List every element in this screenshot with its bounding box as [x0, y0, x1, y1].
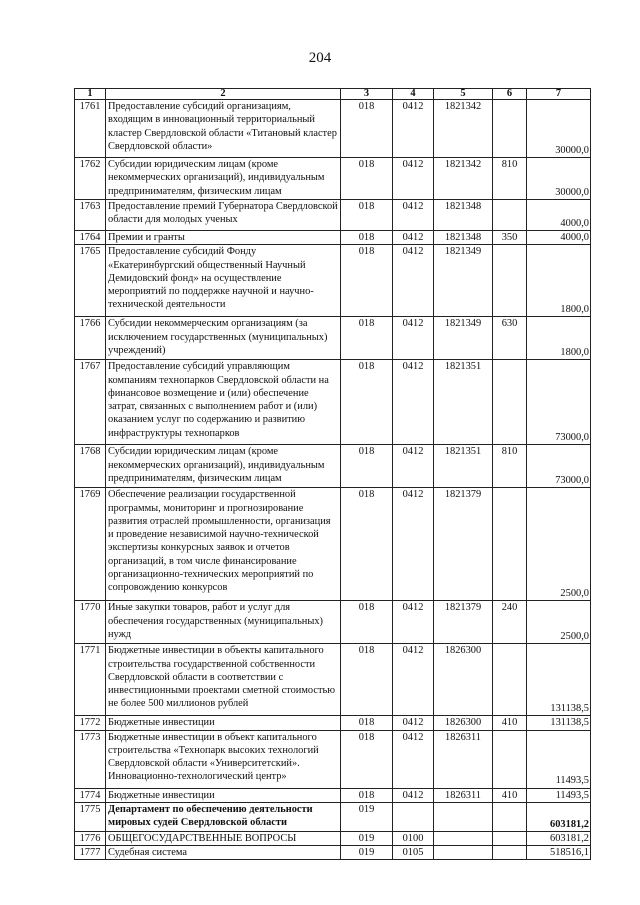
section-code: 0412	[393, 644, 434, 716]
expense-type-code: 810	[493, 445, 527, 488]
row-name: Обеспечение реализации государственной программы, мониторинг и прогнозирование развития отраслей промышленности, организация и проведение независимой научно-технической экспертизы конкурсных заявок и отчетов организаций, в том числе финансирование организационно-технических мероприятий по сопровождению конкурсов	[106, 488, 341, 601]
row-number: 1772	[75, 716, 106, 730]
row-name: Предоставление субсидий управляющим компаниям технопарков Свердловской области на финансовое возмещение и (или) обеспечение затрат, связанных с выполнением работ и (или) оказанием услуг по содержанию и развитию инфраструктуры технопарков	[106, 360, 341, 445]
row-name: Департамент по обеспечению деятельности мировых судей Свердловской области	[106, 802, 341, 831]
row-amount: 4000,0	[527, 231, 591, 245]
expense-type-code	[493, 644, 527, 716]
section-code: 0412	[393, 100, 434, 158]
target-code: 1826300	[434, 644, 493, 716]
row-number: 1762	[75, 158, 106, 200]
column-header: 4	[393, 89, 434, 100]
expense-type-code	[493, 730, 527, 788]
expense-type-code: 410	[493, 788, 527, 802]
table-row	[75, 730, 591, 788]
ministry-code: 018	[341, 317, 393, 360]
table-row	[75, 231, 591, 245]
row-amount: 1800,0	[527, 317, 591, 360]
row-number: 1767	[75, 360, 106, 445]
ministry-code: 018	[341, 360, 393, 445]
target-code: 1821348	[434, 231, 493, 245]
expense-type-code	[493, 488, 527, 601]
target-code: 1821351	[434, 360, 493, 445]
row-amount: 2500,0	[527, 601, 591, 644]
section-code: 0412	[393, 317, 434, 360]
target-code: 1821349	[434, 317, 493, 360]
column-header: 7	[527, 89, 591, 100]
row-amount: 131138,5	[527, 644, 591, 716]
ministry-code: 018	[341, 245, 393, 317]
table-row	[75, 802, 591, 831]
row-number: 1761	[75, 100, 106, 158]
table-row	[75, 831, 591, 845]
target-code: 1821342	[434, 100, 493, 158]
section-code: 0412	[393, 716, 434, 730]
table-row	[75, 644, 591, 716]
ministry-code: 018	[341, 601, 393, 644]
row-amount: 30000,0	[527, 100, 591, 158]
target-code: 1821342	[434, 158, 493, 200]
table-row	[75, 360, 591, 445]
row-name: Субсидии юридическим лицам (кроме некоммерческих организаций), индивидуальным предпринимателям, физическим лицам	[106, 158, 341, 200]
page-number: 204	[308, 50, 332, 66]
target-code: 1826311	[434, 788, 493, 802]
ministry-code: 019	[341, 846, 393, 860]
column-header: 3	[341, 89, 393, 100]
section-code: 0412	[393, 488, 434, 601]
column-header: 1	[75, 89, 106, 100]
section-code: 0412	[393, 788, 434, 802]
table-row	[75, 200, 591, 231]
section-code: 0412	[393, 158, 434, 200]
row-amount: 1800,0	[527, 245, 591, 317]
row-name: Судебная система	[106, 846, 341, 860]
row-name: Субсидии некоммерческим организациям (за исключением государственных (муниципальных) учреждений)	[106, 317, 341, 360]
expense-type-code: 630	[493, 317, 527, 360]
table-row	[75, 846, 591, 860]
section-code: 0412	[393, 245, 434, 317]
row-amount: 603181,2	[527, 831, 591, 845]
row-number: 1776	[75, 831, 106, 845]
table-row	[75, 317, 591, 360]
expense-type-code: 350	[493, 231, 527, 245]
ministry-code: 018	[341, 644, 393, 716]
row-amount: 11493,5	[527, 730, 591, 788]
ministry-code: 018	[341, 158, 393, 200]
row-number: 1763	[75, 200, 106, 231]
table-row	[75, 245, 591, 317]
table-row	[75, 100, 591, 158]
row-number: 1770	[75, 601, 106, 644]
expense-type-code	[493, 846, 527, 860]
row-amount: 73000,0	[527, 360, 591, 445]
table-row	[75, 788, 591, 802]
ministry-code: 019	[341, 802, 393, 831]
row-name: Бюджетные инвестиции	[106, 788, 341, 802]
row-name: Бюджетные инвестиции	[106, 716, 341, 730]
expense-type-code	[493, 831, 527, 845]
ministry-code: 018	[341, 488, 393, 601]
table-row	[75, 445, 591, 488]
ministry-code: 019	[341, 831, 393, 845]
target-code: 1821379	[434, 488, 493, 601]
row-amount: 4000,0	[527, 200, 591, 231]
row-amount: 30000,0	[527, 158, 591, 200]
row-number: 1777	[75, 846, 106, 860]
section-code: 0412	[393, 231, 434, 245]
row-amount: 11493,5	[527, 788, 591, 802]
row-number: 1771	[75, 644, 106, 716]
expense-type-code	[493, 802, 527, 831]
section-code: 0412	[393, 360, 434, 445]
table-row	[75, 158, 591, 200]
target-code: 1821348	[434, 200, 493, 231]
row-number: 1766	[75, 317, 106, 360]
section-code: 0100	[393, 831, 434, 845]
target-code	[434, 846, 493, 860]
target-code	[434, 831, 493, 845]
expense-type-code	[493, 200, 527, 231]
row-name: Предоставление премий Губернатора Свердловской области для молодых ученых	[106, 200, 341, 231]
expense-type-code	[493, 100, 527, 158]
row-number: 1773	[75, 730, 106, 788]
column-header: 6	[493, 89, 527, 100]
table-row	[75, 601, 591, 644]
row-number: 1768	[75, 445, 106, 488]
row-number: 1765	[75, 245, 106, 317]
row-name: Субсидии юридическим лицам (кроме некоммерческих организаций), индивидуальным предпринимателям, физическим лицам	[106, 445, 341, 488]
expense-type-code: 240	[493, 601, 527, 644]
row-name: Бюджетные инвестиции в объект капитального строительства «Технопарк высоких технологий Свердловской области «Университетский». Инновационно-технологический центр»	[106, 730, 341, 788]
expense-type-code	[493, 360, 527, 445]
row-amount: 518516,1	[527, 846, 591, 860]
row-name: Бюджетные инвестиции в объекты капитального строительства государственной собственности Свердловской области в соответствии с инвестиционными проектами сметной стоимостью не более 500 миллионов рублей	[106, 644, 341, 716]
target-code: 1826311	[434, 730, 493, 788]
row-number: 1769	[75, 488, 106, 601]
ministry-code: 018	[341, 788, 393, 802]
row-number: 1774	[75, 788, 106, 802]
expense-type-code: 810	[493, 158, 527, 200]
row-name: Предоставление субсидий Фонду «Екатеринбургский общественный Научный Демидовский фонд» на осуществление мероприятий по поддержке научной и научно-технической деятельности	[106, 245, 341, 317]
column-header: 2	[106, 89, 341, 100]
ministry-code: 018	[341, 716, 393, 730]
target-code: 1821351	[434, 445, 493, 488]
section-code	[393, 802, 434, 831]
target-code: 1821379	[434, 601, 493, 644]
row-amount: 2500,0	[527, 488, 591, 601]
ministry-code: 018	[341, 445, 393, 488]
table-row	[75, 716, 591, 730]
ministry-code: 018	[341, 231, 393, 245]
row-number: 1775	[75, 802, 106, 831]
ministry-code: 018	[341, 200, 393, 231]
row-amount: 73000,0	[527, 445, 591, 488]
section-code: 0105	[393, 846, 434, 860]
row-name: Предоставление субсидий организациям, входящим в инновационный территориальный кластер Свердловской области «Титановый кластер Свердловской области»	[106, 100, 341, 158]
row-name: Иные закупки товаров, работ и услуг для обеспечения государственных (муниципальных) нужд	[106, 601, 341, 644]
ministry-code: 018	[341, 100, 393, 158]
section-code: 0412	[393, 445, 434, 488]
budget-table	[74, 88, 591, 860]
row-amount: 603181,2	[527, 802, 591, 831]
section-code: 0412	[393, 730, 434, 788]
row-amount: 131138,5	[527, 716, 591, 730]
table-header-row	[75, 89, 591, 100]
section-code: 0412	[393, 601, 434, 644]
target-code: 1821349	[434, 245, 493, 317]
section-code: 0412	[393, 200, 434, 231]
column-header: 5	[434, 89, 493, 100]
target-code: 1826300	[434, 716, 493, 730]
expense-type-code: 410	[493, 716, 527, 730]
row-name: Премии и гранты	[106, 231, 341, 245]
ministry-code: 018	[341, 730, 393, 788]
expense-type-code	[493, 245, 527, 317]
table-row	[75, 488, 591, 601]
target-code	[434, 802, 493, 831]
row-number: 1764	[75, 231, 106, 245]
row-name: ОБЩЕГОСУДАРСТВЕННЫЕ ВОПРОСЫ	[106, 831, 341, 845]
